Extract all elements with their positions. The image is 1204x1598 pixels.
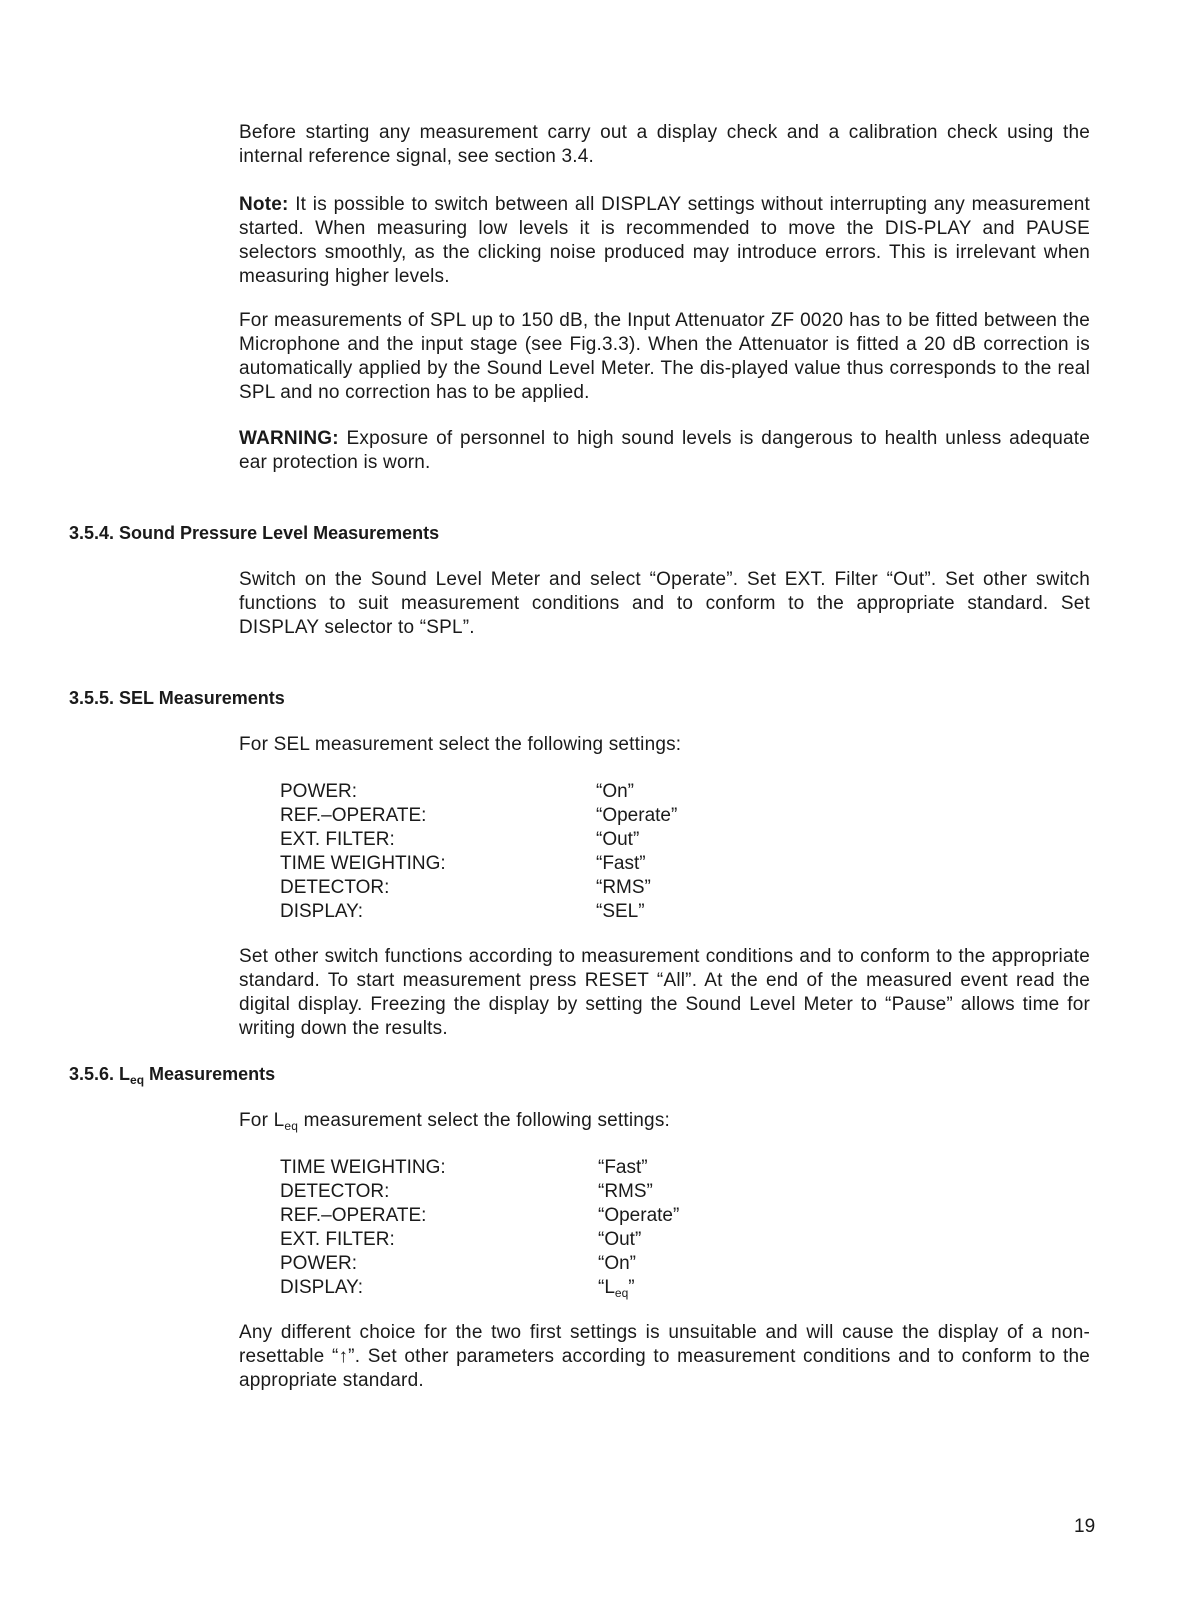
setting-key: REF.–OPERATE: [280, 1205, 427, 1226]
setting-row [280, 1156, 800, 1180]
intro-paragraph [239, 121, 1090, 169]
leq-settings-list [280, 1156, 800, 1300]
section-356-intro [239, 1109, 1090, 1133]
warning-paragraph [239, 427, 1090, 475]
setting-row [280, 900, 800, 924]
setting-key: REF.–OPERATE: [280, 805, 427, 826]
section-354-text-block [239, 568, 1090, 640]
setting-key: EXT. FILTER: [280, 1229, 395, 1250]
setting-key: DETECTOR: [280, 1181, 390, 1202]
section-355-intro: For SEL measurement select the following settings: [239, 734, 682, 755]
heading-suffix: Measurements [144, 1064, 276, 1084]
setting-row [280, 1228, 800, 1252]
setting-key: DISPLAY: [280, 1277, 364, 1298]
setting-key: EXT. FILTER: [280, 829, 395, 850]
leq-subscript: eq [614, 1286, 629, 1300]
page-number: 19 [1074, 1516, 1096, 1537]
setting-value: “Fast” [596, 853, 646, 874]
attenuator-paragraph [239, 309, 1090, 405]
intro-suffix: measurement select the following settings: [298, 1110, 671, 1131]
section-356-heading [69, 1062, 275, 1086]
setting-value: “Operate” [596, 805, 678, 826]
setting-value: “SEL” [596, 901, 645, 922]
setting-row [280, 852, 800, 876]
section-355-heading: 3.5.5. SEL Measurements [69, 688, 285, 708]
leq-close: ” [628, 1277, 635, 1298]
warning-label: WARNING: [239, 428, 339, 449]
setting-value: “RMS” [598, 1181, 653, 1202]
setting-key: DETECTOR: [280, 877, 390, 898]
setting-key: POWER: [280, 1253, 358, 1274]
setting-value: “Out” [598, 1229, 642, 1250]
setting-row [280, 1204, 800, 1228]
attenuator-text: For measurements of SPL up to 150 dB, the Input Attenuator ZF 0020 has to be fitted between the Microphone and the input stage (see Fig.3.3). When the Attenuator is fitted a 20 dB correction is automatically applied by the Sound Level Meter. The dis-played value thus corresponds to the real SPL and no correction has to be applied. [239, 310, 1090, 403]
setting-row [280, 828, 800, 852]
setting-row [280, 1180, 800, 1204]
setting-key: DISPLAY: [280, 901, 364, 922]
section-355-after: Set other switch functions according to measurement conditions and to conform to the appropriate standard. To start measurement press RESET “All”. At the end of the measured event read the digital display. Freezing the display by setting the Sound Level Meter to “Pause” allows time for writing down the results. [239, 946, 1090, 1039]
section-354-heading: 3.5.4. Sound Pressure Level Measurements [69, 523, 440, 543]
section-354-text: Switch on the Sound Level Meter and select “Operate”. Set EXT. Filter “Out”. Set other switch functions to suit measurement conditions and to conform to the appropriate standard. Set DISPLAY selector to “SPL”. [239, 569, 1090, 638]
section-355-intro-block [239, 733, 1090, 757]
leq-open: “L [598, 1277, 615, 1298]
setting-value: “Out” [596, 829, 640, 850]
note-paragraph [239, 193, 1090, 289]
setting-key: TIME WEIGHTING: [280, 853, 446, 874]
setting-value: “RMS” [596, 877, 651, 898]
heading-prefix: 3.5.6. L [69, 1064, 131, 1084]
setting-value: “On” [598, 1253, 636, 1274]
intro-subscript: eq [284, 1119, 299, 1133]
setting-value: “Fast” [598, 1157, 648, 1178]
setting-key: POWER: [280, 781, 358, 802]
setting-row [280, 780, 800, 804]
setting-key: TIME WEIGHTING: [280, 1157, 446, 1178]
setting-row [280, 1252, 800, 1276]
section-356-intro-block [239, 1109, 1090, 1133]
sel-settings-list [280, 780, 800, 924]
note-text: It is possible to switch between all DISPLAY settings without interrupting any measurement started. When measuring low levels it is recommended to move the DIS-PLAY and PAUSE selectors smoothly, as the clicking noise produced may introduce errors. This is irrelevant when measuring higher levels. [239, 194, 1090, 287]
setting-row [280, 804, 800, 828]
setting-row [280, 876, 800, 900]
setting-row [280, 1276, 800, 1300]
setting-value: “Operate” [598, 1205, 680, 1226]
section-356-after: Any different choice for the two first settings is unsuitable and will cause the display of a non-resettable “↑”. Set other parameters according to measurement conditions and to conform to the appropriate standard. [239, 1322, 1090, 1391]
setting-value: “On” [596, 781, 634, 802]
setting-value-leq [598, 1276, 635, 1300]
warning-text: Exposure of personnel to high sound levels is dangerous to health unless adequate ear protection is worn. [239, 428, 1090, 473]
section-356-after-block [239, 1321, 1090, 1393]
heading-subscript: eq [130, 1073, 145, 1087]
intro-text: Before starting any measurement carry out a display check and a calibration check using the internal reference signal, see section 3.4. [239, 122, 1090, 167]
section-355-after-block [239, 945, 1090, 1041]
intro-prefix: For L [239, 1110, 285, 1131]
note-label: Note: [239, 194, 289, 215]
